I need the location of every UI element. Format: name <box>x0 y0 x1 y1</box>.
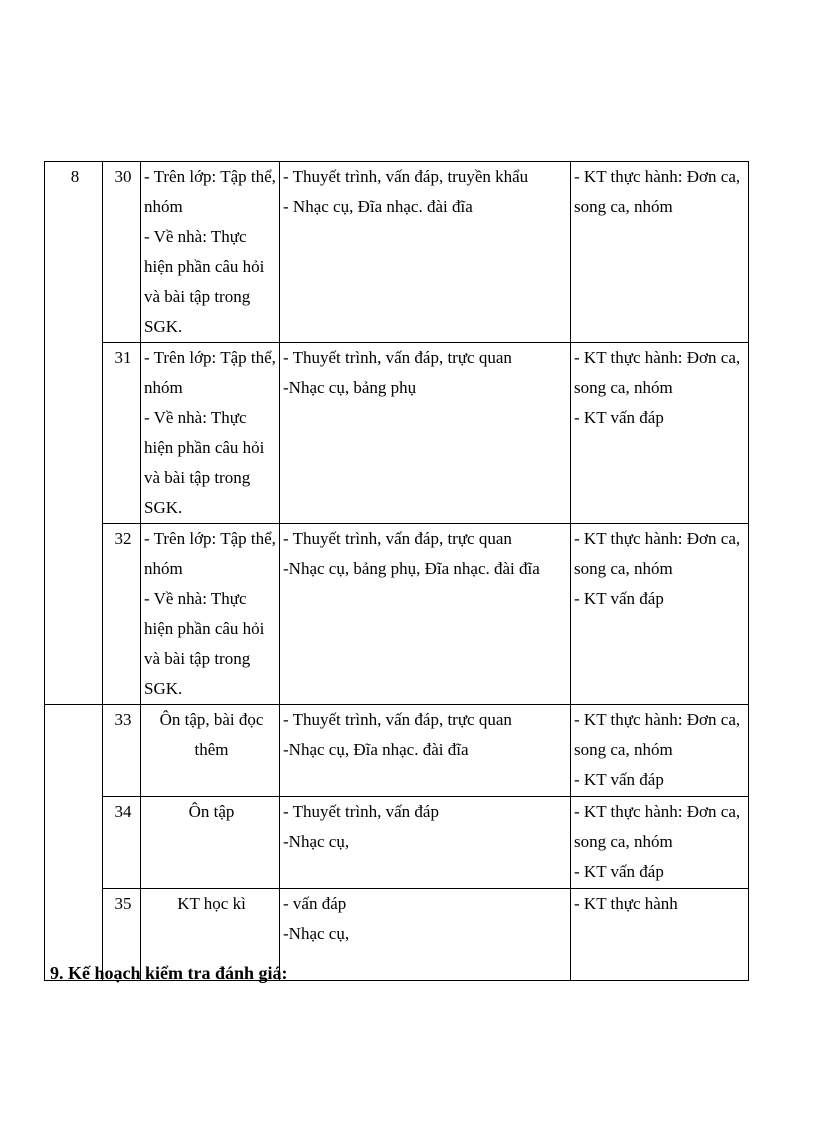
lesson-title: Ôn tập, bài đọc thêm <box>159 710 264 759</box>
table-row <box>45 524 749 705</box>
method-cell <box>280 797 571 889</box>
assessment-line: - KT thực hành: Đơn ca, song ca, nhóm <box>574 802 741 851</box>
assessment-cell <box>571 343 749 524</box>
table-row <box>45 797 749 889</box>
form-line: - Về nhà: Thực hiện phần câu hỏi và bài tập trong SGK. <box>144 408 265 517</box>
method-cell <box>280 343 571 524</box>
lesson-number: 32 <box>114 529 132 548</box>
lesson-number: 33 <box>114 710 132 729</box>
method-line: - Thuyết trình, vấn đáp, trực quan <box>283 710 512 729</box>
form-cell <box>141 343 280 524</box>
lesson-title-cell <box>141 797 280 889</box>
form-line: - Trên lớp: Tập thể, nhóm <box>144 167 276 216</box>
lesson-number-cell <box>103 524 141 705</box>
assessment-line: - KT vấn đáp <box>574 589 664 608</box>
method-line: -Nhạc cụ, bảng phụ, Đĩa nhạc. đài đĩa <box>283 559 540 578</box>
form-line: - Trên lớp: Tập thể, nhóm <box>144 348 276 397</box>
method-cell <box>280 162 571 343</box>
lesson-number: 35 <box>114 894 132 913</box>
assessment-line: - KT vấn đáp <box>574 862 664 881</box>
method-line: -Nhạc cụ, Đĩa nhạc. đài đĩa <box>283 740 469 759</box>
assessment-cell <box>571 705 749 797</box>
method-line: - Nhạc cụ, Đĩa nhạc. đài đĩa <box>283 197 473 216</box>
form-line: - Về nhà: Thực hiện phần câu hỏi và bài tập trong SGK. <box>144 227 265 336</box>
assessment-line: - KT vấn đáp <box>574 408 664 427</box>
lesson-number-cell <box>103 705 141 797</box>
lesson-number-cell <box>103 162 141 343</box>
assessment-cell <box>571 797 749 889</box>
form-line: - Trên lớp: Tập thể, nhóm <box>144 529 276 578</box>
method-cell <box>280 524 571 705</box>
form-cell <box>141 162 280 343</box>
week-number: 8 <box>70 167 80 186</box>
lesson-number-cell <box>103 797 141 889</box>
method-line: - vấn đáp <box>283 894 347 913</box>
assessment-line: - KT thực hành: Đơn ca, song ca, nhóm <box>574 348 741 397</box>
assessment-line: - KT vấn đáp <box>574 770 664 789</box>
lesson-plan-table <box>44 161 749 981</box>
assessment-line: - KT thực hành: Đơn ca, song ca, nhóm <box>574 167 741 216</box>
lesson-title-cell <box>141 705 280 797</box>
lesson-title: Ôn tập <box>188 802 235 821</box>
lesson-number: 31 <box>114 348 132 367</box>
section-heading: 9. Kế hoạch kiểm tra đánh giá: <box>50 963 288 983</box>
assessment-line: - KT thực hành <box>574 894 678 913</box>
assessment-line: - KT thực hành: Đơn ca, song ca, nhóm <box>574 529 741 578</box>
table-row <box>45 705 749 797</box>
method-cell <box>280 889 571 981</box>
method-line: - Thuyết trình, vấn đáp, trực quan <box>283 529 512 548</box>
lesson-title: KT học kì <box>177 894 246 913</box>
table-row <box>45 343 749 524</box>
table-row <box>45 162 749 343</box>
week-cell <box>45 705 103 981</box>
assessment-cell <box>571 524 749 705</box>
lesson-number: 30 <box>114 167 132 186</box>
week-cell <box>45 162 103 705</box>
form-cell <box>141 524 280 705</box>
assessment-cell <box>571 889 749 981</box>
method-cell <box>280 705 571 797</box>
method-line: - Thuyết trình, vấn đáp, trực quan <box>283 348 512 367</box>
assessment-cell <box>571 162 749 343</box>
method-line: - Thuyết trình, vấn đáp <box>283 802 439 821</box>
form-line: - Về nhà: Thực hiện phần câu hỏi và bài tập trong SGK. <box>144 589 265 698</box>
lesson-number: 34 <box>114 802 132 821</box>
assessment-line: - KT thực hành: Đơn ca, song ca, nhóm <box>574 710 741 759</box>
lesson-number-cell <box>103 343 141 524</box>
method-line: - Thuyết trình, vấn đáp, truyền khẩu <box>283 167 529 186</box>
method-line: -Nhạc cụ, <box>283 924 350 943</box>
method-line: -Nhạc cụ, <box>283 832 350 851</box>
method-line: -Nhạc cụ, bảng phụ <box>283 378 417 397</box>
